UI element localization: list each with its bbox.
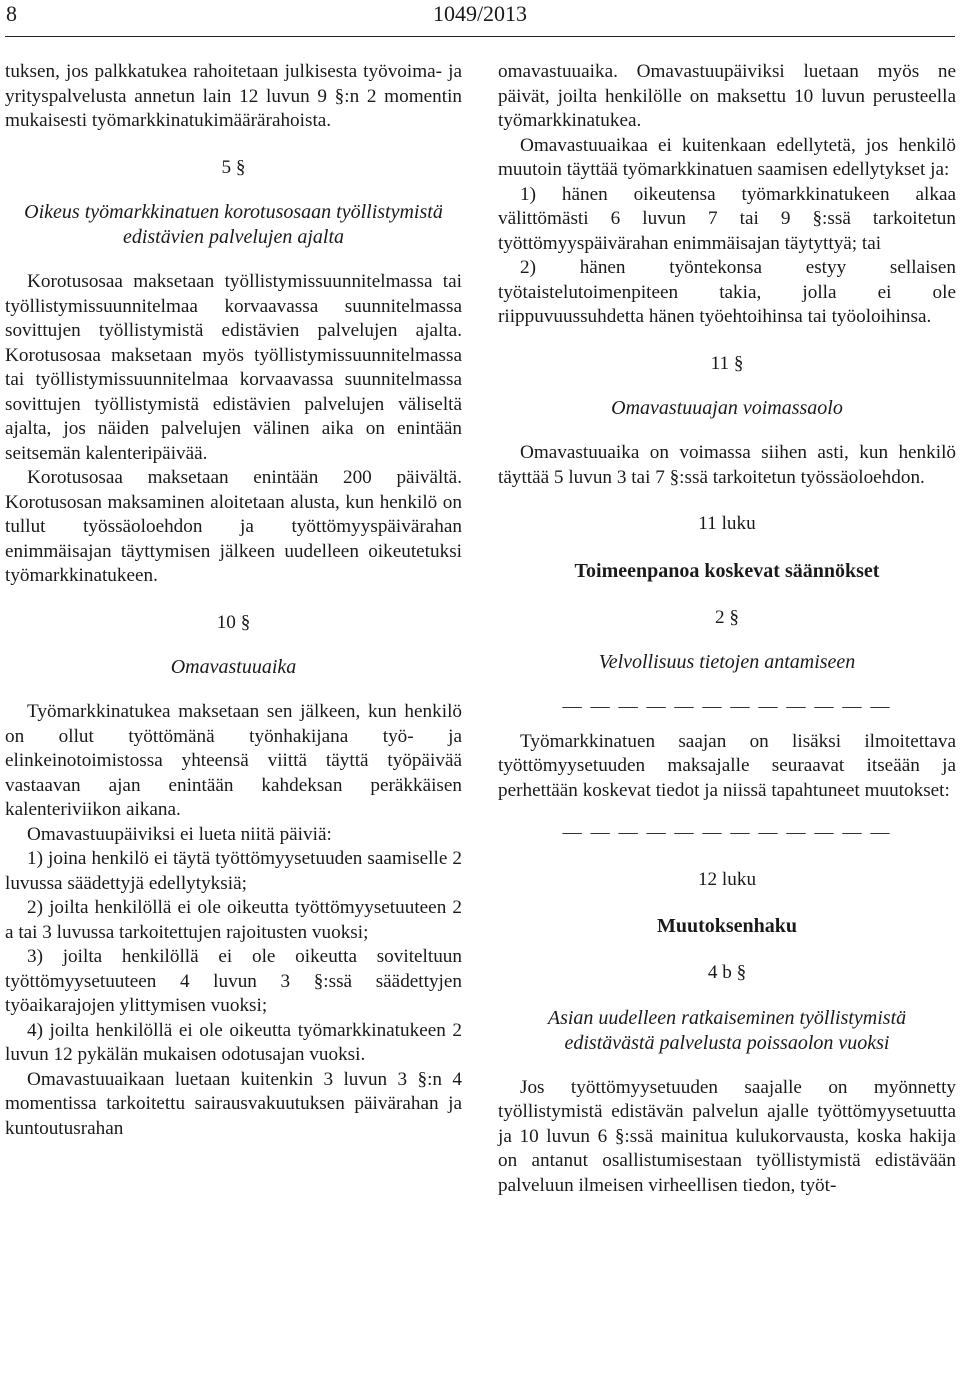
paragraph: tuksen, jos palkkatukea rahoitetaan julkisesta työvoima- ja yrityspalvelusta annetun lain 12 luvun 9 §:n 2 momentin mukaisesti työmarkkinatukimäärärahoista. xyxy=(5,61,462,131)
header-rule xyxy=(5,36,955,37)
section-title: Oikeus työmarkkinatuen korotusosaan työllistymistä edistävien palvelujen ajalta xyxy=(24,201,443,248)
paragraph: Korotusosaa maksetaan työllistymissuunnitelmassa tai työllistymissuunnitelmaa korvaavassa suunnitelmassa sovittujen työllistymistä edistävien palvelujen ajalta. Korotusosaa maksetaan myös työllistymissuunnitelmassa tai työllistymissuunnitelmaa korvaavassa suunnitelmassa sovittujen työllistymistä edistävien palvelujen väliseltä ajalta, jos näiden palvelujen välinen aika on enintään seitsemän kalenteripäivää. xyxy=(5,271,462,464)
list-item: 4) joilta henkilöllä ei ole oikeutta työmarkkinatukeen 2 luvun 12 pykälän mukaisen odotusajan vuoksi. xyxy=(5,1019,462,1065)
list-item: 2) joilta henkilöllä ei ole oikeutta työttömyysetuuteen 2 a tai 3 luvussa tarkoitettujen rajoitusten vuoksi; xyxy=(5,897,462,943)
paragraph: Omavastuupäiviksi ei lueta niitä päiviä: xyxy=(27,823,332,845)
section-number: 4 b § xyxy=(707,962,747,983)
document-id: 1049/2013 xyxy=(432,1,528,26)
chapter-title: Toimeenpanoa koskevat säännökset xyxy=(574,559,880,582)
list-item: 2) hänen työntekonsa estyy sellaisen työtaistelutoimenpiteen takia, jolla ei ole riippuvuussuhdetta hänen työehtoihinsa tai työoloihinsa. xyxy=(498,257,956,327)
section-title: Asian uudelleen ratkaiseminen työllistymistä edistävästä palvelusta poissaolon vuoksi xyxy=(547,1006,907,1054)
right-column xyxy=(498,60,956,1198)
section-title: Omavastuuaika xyxy=(170,656,297,678)
omission-dashes: — — — — — — — — — — — — xyxy=(562,822,892,843)
section-title: Velvollisuus tietojen antamiseen xyxy=(598,651,856,673)
paragraph: Jos työttömyysetuuden saajalle on myönnetty työllistymistä edistävän palvelun ajalle työttömyysetuutta ja 10 luvun 6 §:ssä mainitua kulukorvausta, koska hakija on antanut osallistumisestaan työllistymistä edistävään palveluun ilmeisen virheellisen tiedon, työt- xyxy=(498,1076,956,1196)
chapter-number: 11 luku xyxy=(698,513,756,534)
section-number: 11 § xyxy=(710,352,744,374)
list-item: 1) hänen oikeutensa työmarkkinatukeen alkaa välittömästi 6 luvun 7 tai 9 §:ssä tarkoitetun työttömyyspäivärahan enimmäisajan täytyttyä; tai xyxy=(498,183,956,254)
section-number: 2 § xyxy=(715,606,739,628)
chapter-number: 12 luku xyxy=(697,868,757,890)
paragraph: Omavastuuaikaan luetaan kuitenkin 3 luvun 3 §:n 4 momentissa tarkoitettu sairausvakuutuksen päivärahan ja kuntoutusrahan xyxy=(5,1068,462,1139)
section-number: 5 § xyxy=(221,156,246,178)
list-item: 1) joina henkilö ei täytä työttömyysetuuden saamiselle 2 luvussa säädettyjä edellytyksiä; xyxy=(5,848,462,894)
section-title: Omavastuuajan voimassaolo xyxy=(611,397,843,419)
chapter-title: Muutoksenhaku xyxy=(656,915,798,937)
paragraph: omavastuuaika. Omavastuupäiviksi luetaan myös ne päivät, joilta henkilölle on maksettu 10 luvun perusteella työmarkkinatukea. xyxy=(498,61,956,131)
page-number: 8 xyxy=(6,1,17,26)
left-column xyxy=(5,60,462,1141)
omission-dashes: — — — — — — — — — — — — xyxy=(562,696,892,717)
paragraph: Työmarkkinatuen saajan on lisäksi ilmoitettava työttömyysetuuden maksajalle seuraavat itseään ja perhettään koskevat tiedot ja niissä tapahtuneet muutokset: xyxy=(498,730,956,801)
paragraph: Omavastuuaikaa ei kuitenkaan edellytetä, jos henkilö muutoin täyttää työmarkkinatuen saamisen edellytykset ja: xyxy=(498,134,956,180)
paragraph: Omavastuuaika on voimassa siihen asti, kun henkilö täyttää 5 luvun 3 tai 7 §:ssä tarkoitetun työssäoloehdon. xyxy=(498,442,956,488)
paragraph: Työmarkkinatukea maksetaan sen jälkeen, kun henkilö on ollut työttömänä työnhakijana työ- ja elinkeinotoimistossa yhteensä viittä täyttä työpäivää vastaavan ajan enintään kahdeksan peräkkäisen kalenteriviikon aikana. xyxy=(5,701,462,820)
list-item: 3) joilta henkilöllä ei ole oikeutta soviteltuun työttömyysetuuteen 4 luvun 3 §:ssä säädettyjen työaikarajojen ylittymisen vuoksi; xyxy=(5,946,462,1016)
section-number: 10 § xyxy=(216,611,251,633)
paragraph: Korotusosaa maksetaan enintään 200 päivältä. Korotusosan maksaminen aloitetaan alusta, kun henkilö on tullut työssäoloehdon ja työttömyyspäivärahan enimmäisajan täyttymisen jälkeen uudelleen oikeutetuksi työmarkkinatukeen. xyxy=(5,467,462,586)
